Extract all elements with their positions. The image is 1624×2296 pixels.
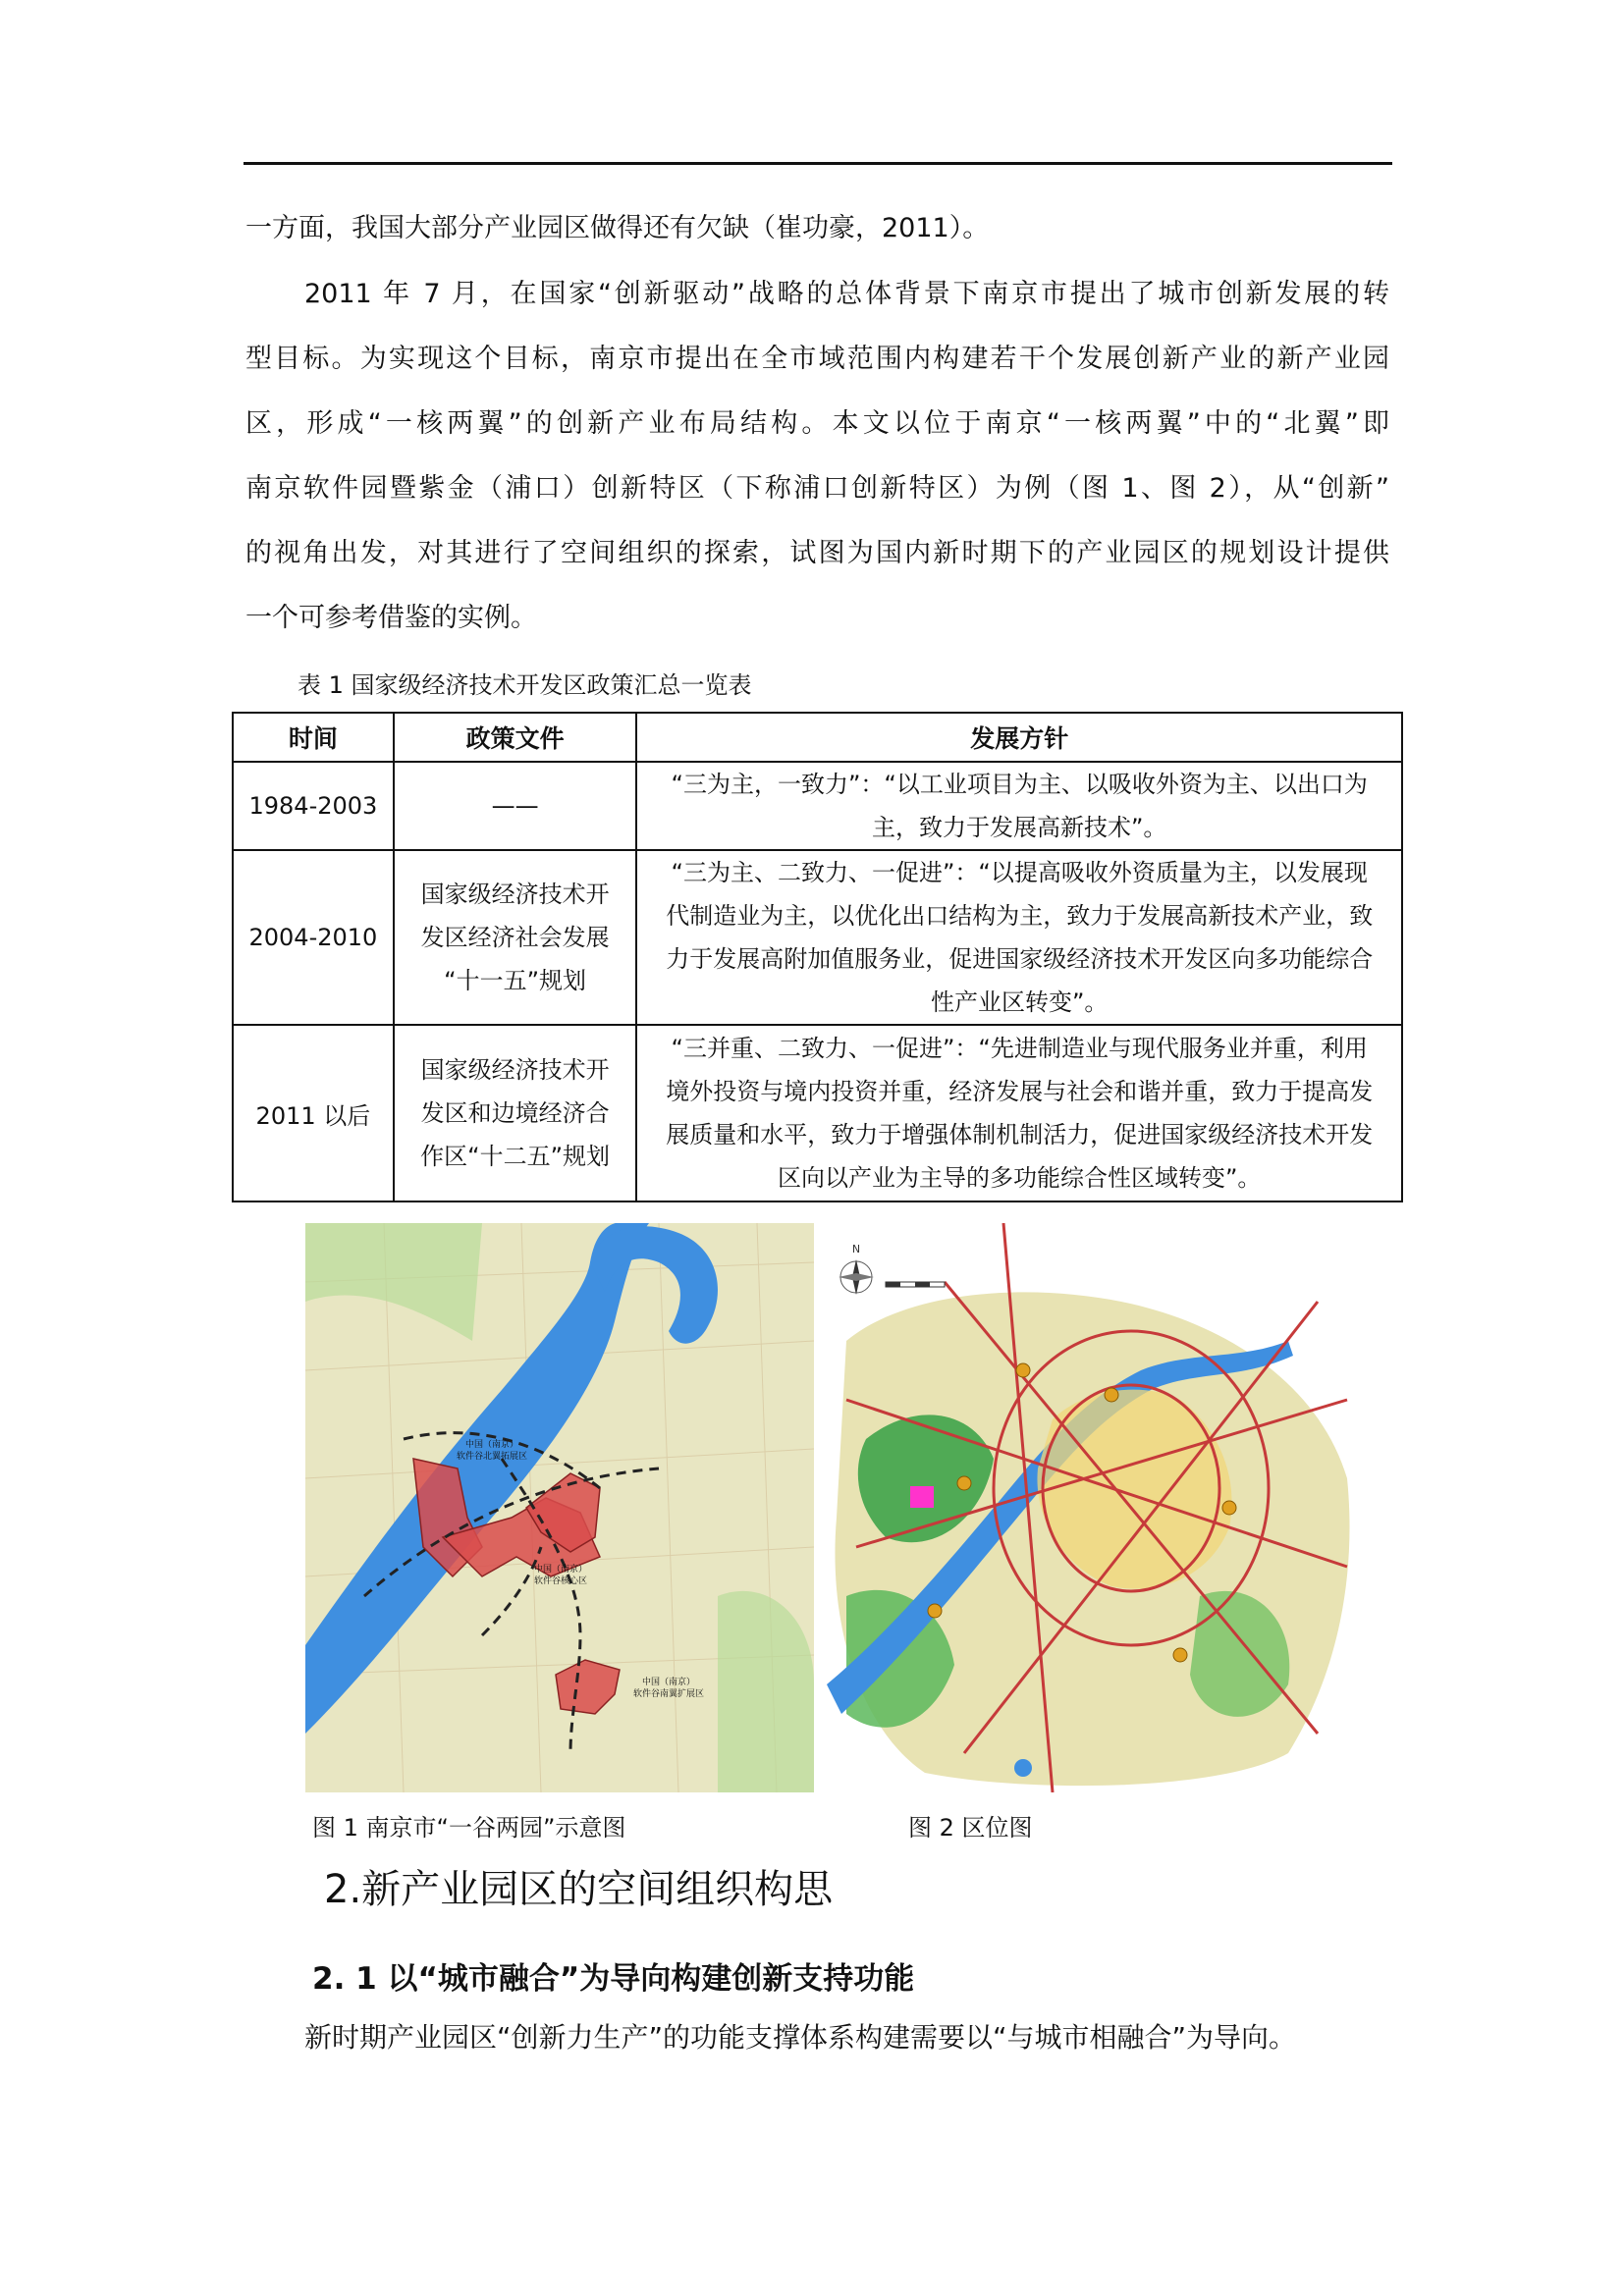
cell-line: 区向以产业为主导的多功能综合性区域转变”。 bbox=[777, 1164, 1262, 1192]
cell-line: 主，致力于发展高新技术”。 bbox=[871, 814, 1167, 841]
policy-table bbox=[232, 712, 1403, 1202]
cell-line: 力于发展高附加值服务业，促进国家级经济技术开发区向多功能综合 bbox=[666, 945, 1374, 973]
cell-document bbox=[394, 850, 637, 1025]
cell-line: “三并重、二致力、一促进”：“先进制造业与现代服务业并重，利用 bbox=[671, 1035, 1368, 1062]
text-line: 2011 年 7 月，在国家“创新驱动”战略的总体背景下南京市提出了城市创新发展的转 bbox=[304, 279, 1389, 309]
cell-line: 国家级经济技术开 bbox=[420, 881, 610, 908]
cell-line: 代制造业为主，以优化出口结构为主，致力于发展高新技术产业，致 bbox=[666, 902, 1374, 930]
cell-line: 作区“十二五”规划 bbox=[420, 1143, 611, 1170]
figure-2-svg bbox=[827, 1223, 1357, 1792]
column-header-document: 政策文件 bbox=[394, 713, 637, 762]
section-heading: 2.新产业园区的空间组织构思 bbox=[324, 1867, 834, 1912]
cell-line: 发区和边境经济合 bbox=[420, 1099, 610, 1127]
text-line: 的视角出发，对其进行了空间组织的探索，试图为国内新时期下的产业园区的规划设计提供 bbox=[245, 538, 1389, 568]
cell-line: “十一五”规划 bbox=[444, 967, 587, 994]
text-line: 区，形成“一核两翼”的创新产业布局结构。本文以位于南京“一核两翼”中的“北翼”即 bbox=[245, 408, 1389, 439]
cell-time: 2004-2010 bbox=[233, 850, 394, 1025]
cell-policy bbox=[636, 850, 1402, 1025]
cell-line: “三为主，一致力”：“以工业项目为主、以吸收外资为主、以出口为 bbox=[671, 771, 1368, 798]
cell-time: 1984-2003 bbox=[233, 762, 394, 850]
table-row bbox=[233, 762, 1402, 850]
table-header-row bbox=[233, 713, 1402, 762]
cell-document bbox=[394, 762, 637, 850]
cell-line: —— bbox=[491, 792, 539, 820]
header-rule bbox=[244, 162, 1392, 165]
cell-policy bbox=[636, 1025, 1402, 1201]
table-row bbox=[233, 1025, 1402, 1201]
airport-marker bbox=[1014, 1759, 1032, 1777]
figure-1-caption: 图 1 南京市“一谷两园”示意图 bbox=[312, 1814, 626, 1842]
cell-line: 国家级经济技术开 bbox=[420, 1056, 610, 1084]
column-header-time: 时间 bbox=[233, 713, 394, 762]
body-paragraph: 新时期产业园区“创新力生产”的功能支撑体系构建需要以“与城市相融合”为导向。 bbox=[304, 2021, 1297, 2054]
compass-north-label: N bbox=[851, 1243, 861, 1255]
scale-bar-icon bbox=[886, 1282, 945, 1287]
zone-label: 中国（南京） bbox=[464, 1440, 519, 1450]
text-line: 一个可参考借鉴的实例。 bbox=[245, 603, 537, 633]
figure-2-map bbox=[827, 1223, 1357, 1792]
text-line: 型目标。为实现这个目标，南京市提出在全市域范围内构建若干个发展创新产业的新产业园 bbox=[245, 344, 1389, 374]
zone-label: 软件谷北翼拓展区 bbox=[456, 1452, 528, 1462]
cell-line: “三为主、二致力、一促进”：“以提高吸收外资质量为主，以发展现 bbox=[671, 859, 1368, 886]
project-site-marker bbox=[910, 1486, 934, 1508]
subsection-heading: 2. 1 以“城市融合”为导向构建创新支持功能 bbox=[312, 1961, 915, 1997]
zone-label: 中国（南京） bbox=[641, 1678, 696, 1687]
zone-label: 中国（南京） bbox=[533, 1565, 588, 1575]
cell-policy bbox=[636, 762, 1402, 850]
cell-line: 展质量和水平，致力于增强体制机制活力，促进国家级经济技术开发 bbox=[666, 1121, 1374, 1148]
cell-time: 2011 以后 bbox=[233, 1025, 394, 1201]
zone-label: 软件谷核心区 bbox=[533, 1576, 588, 1586]
cell-line: 境外投资与境内投资并重，经济发展与社会和谐并重，致力于提高发 bbox=[666, 1078, 1374, 1105]
text-line: 南京软件园暨紫金（浦口）创新特区（下称浦口创新特区）为例（图 1、图 2），从“创新” bbox=[245, 473, 1389, 504]
cell-line: 性产业区转变”。 bbox=[930, 988, 1109, 1016]
intro-paragraph bbox=[245, 262, 1389, 651]
text-line: 一方面，我国大部分产业园区做得还有欠缺（崔功豪，2011）。 bbox=[245, 213, 990, 243]
cell-document bbox=[394, 1025, 637, 1201]
column-header-policy: 发展方针 bbox=[636, 713, 1402, 762]
figure-2-caption: 图 2 区位图 bbox=[908, 1814, 1033, 1842]
table-caption: 表 1 国家级经济技术开发区政策汇总一览表 bbox=[298, 671, 752, 699]
cell-line: 发区经济社会发展 bbox=[420, 924, 610, 951]
figure-1-svg bbox=[305, 1223, 814, 1792]
zone-label: 软件谷南翼扩展区 bbox=[632, 1689, 705, 1699]
figure-1-map bbox=[305, 1223, 814, 1792]
table-row bbox=[233, 850, 1402, 1025]
intro-paragraph-tail bbox=[245, 196, 1389, 261]
